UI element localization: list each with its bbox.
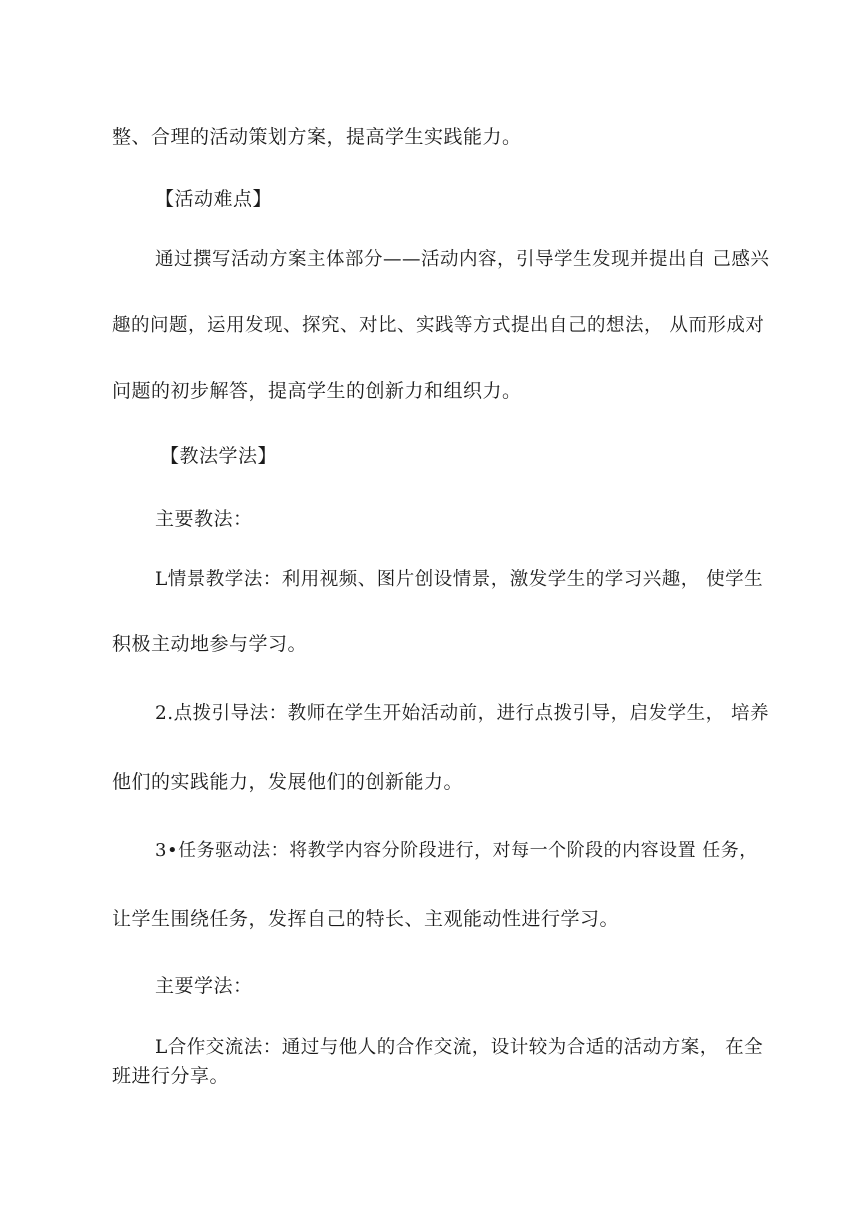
subheading-teaching-methods: 主要教法： — [155, 508, 253, 530]
paragraph-line: 通过撰写活动方案主体部分——活动内容，引导学生发现并提出自 己感兴 — [155, 249, 770, 270]
paragraph-line: 整、合理的活动策划方案，提高学生实践能力。 — [112, 126, 522, 148]
list-item-line: L合作交流法：通过与他人的合作交流，设计较为合适的活动方案， 在全 — [155, 1037, 764, 1058]
list-item-line: L情景教学法：利用视频、图片创设情景，激发学生的学习兴趣， 使学生 — [155, 569, 764, 590]
list-item-line: 3•任务驱动法：将教学内容分阶段进行，对每一个阶段的内容设置 任务， — [155, 840, 758, 861]
list-item-line: 积极主动地参与学习。 — [112, 633, 308, 655]
list-item-line: 他们的实践能力，发展他们的创新能力。 — [112, 771, 464, 793]
list-item-line: 2.点拨引导法：教师在学生开始活动前，进行点拨引导，启发学生， 培养 — [155, 703, 770, 724]
list-item-line: 班进行分享。 — [112, 1065, 230, 1087]
section-heading-methods: 【教法学法】 — [160, 445, 278, 467]
paragraph-line: 问题的初步解答，提高学生的创新力和组织力。 — [112, 380, 522, 402]
paragraph-line: 趣的问题，运用发现、探究、对比、实践等方式提出自己的想法， 从而形成对 — [112, 315, 765, 336]
section-heading-difficulty: 【活动难点】 — [155, 188, 273, 210]
subheading-learning-methods: 主要学法： — [155, 975, 253, 997]
list-item-line: 让学生围绕任务，发挥自己的特长、主观能动性进行学习。 — [112, 908, 620, 930]
